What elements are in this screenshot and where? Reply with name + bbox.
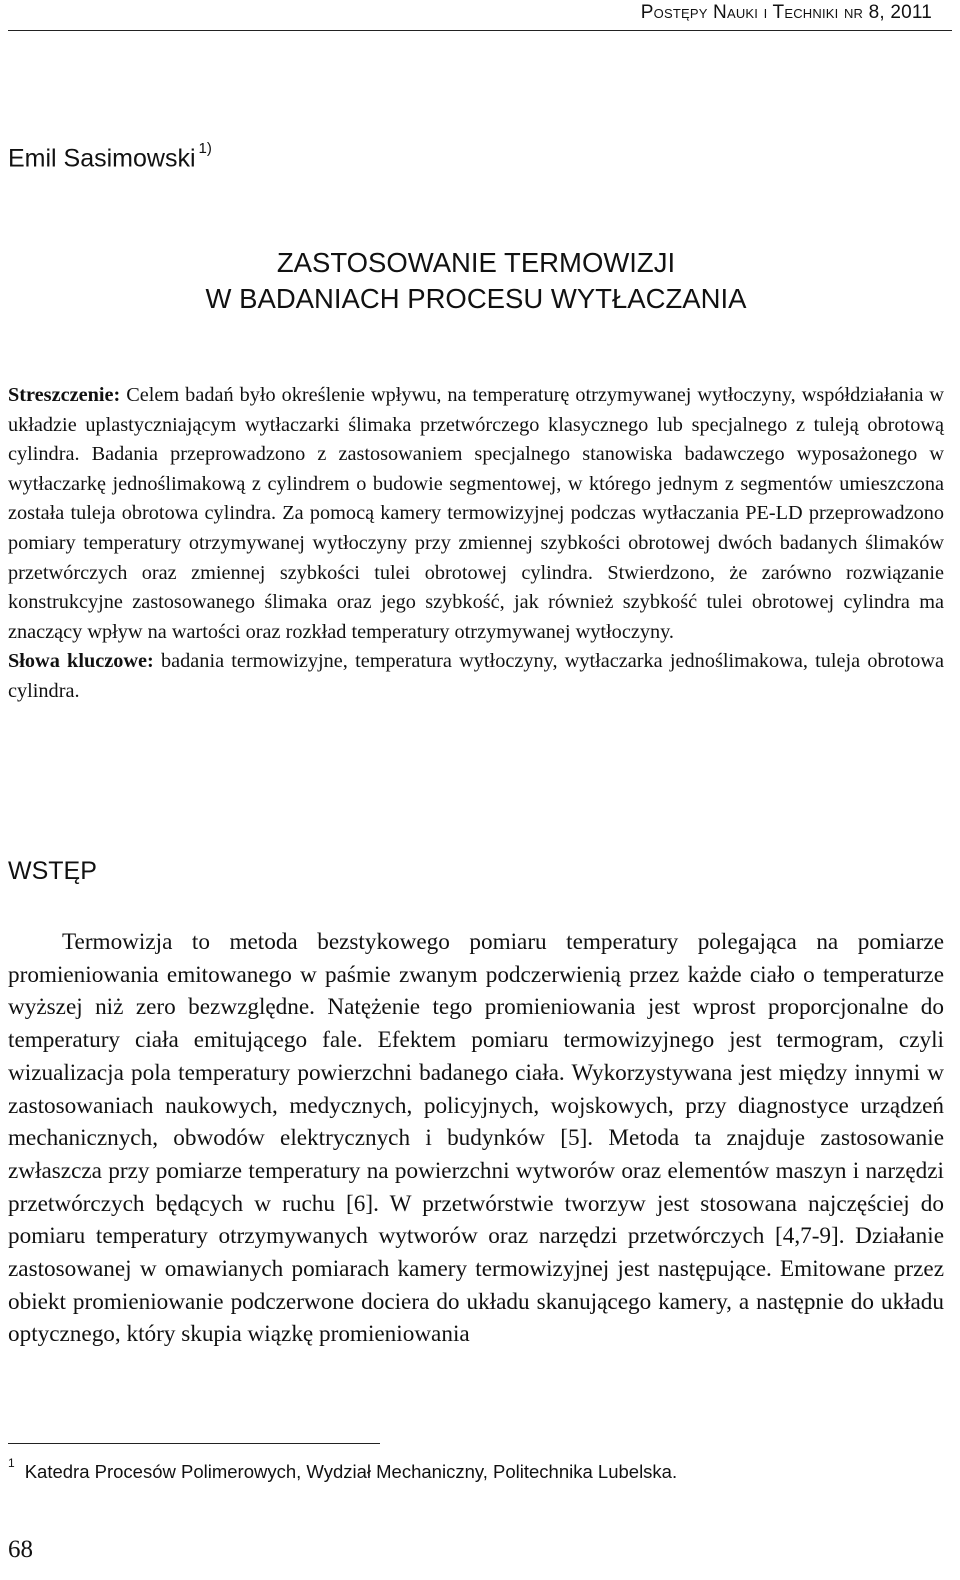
affiliation-mark: 1) (198, 140, 212, 157)
running-header (641, 2, 932, 24)
title-line-1: ZASTOSOWANIE TERMOWIZJI (276, 247, 676, 278)
keywords-text: badania termowizyjne, temperatura wytłoczyny, wytłaczarka jednoślimakowa, tuleja obrotowa cylindra. (8, 650, 944, 702)
footnote (8, 1456, 678, 1483)
title-line-2: W BADANIACH PROCESU WYTŁACZANIA (205, 283, 747, 314)
abstract-label: Streszczenie: (8, 384, 121, 406)
keywords-label: Słowa kluczowe: (8, 650, 154, 673)
body-text (8, 926, 944, 1351)
page-number: 68 (8, 1536, 33, 1563)
section-heading: WSTĘP (8, 857, 97, 885)
journal-name: Postępy Nauki i Techniki nr 8, 2011 (640, 2, 932, 23)
abstract-paragraph (8, 381, 944, 647)
keywords-paragraph (8, 647, 944, 706)
paper-title (0, 245, 952, 317)
body-paragraph: Termowizja to metoda bezstykowego pomiaru temperatury polegająca na pomiarze promieniowania emitowanego w paśmie zwanym podczerwienią przez każde ciało o temperaturze wyższej niż zero bezwzględne. Natężenie tego promieniowania jest wprost proporcjonalne do temperatury ciała emitującego fale. Efektem pomiaru termowizyjnego jest termogram, czyli wizualizacja pola temperatury powierzchni badanego ciała. Wykorzystywana jest między innymi w zastosowaniach naukowych, medycznych, policyjnych, wojskowych, przy diagnostyce urządzeń mechanicznych, obwodów elektrycznych i budynków [5]. Metoda ta znajduje zastosowanie zwłaszcza przy pomiarze temperatury na powierzchni wytworów oraz elementów maszyn i narzędzi przetwórczych będących w ruchu [6]. W przetwórstwie tworzyw jest stosowana najczęściej do pomiaru temperatury otrzymywanych wytworów oraz narzędzi przetwórczych [4,7-9]. Działanie zastosowanej w omawianych pomiarach kamery termowizyjnej jest następujące. Emitowane przez obiekt promieniowanie podczerwone dociera do układu skanującego kamery, a następnie do układu optycznego, który skupia wiązkę promieniowania (8, 929, 944, 1348)
footnote-rule (8, 1443, 380, 1444)
footnote-mark: 1 (8, 1456, 15, 1470)
footnote-text: Katedra Procesów Polimerowych, Wydział Mechaniczny, Politechnika Lubelska. (24, 1461, 678, 1483)
abstract-text: Celem badań było określenie wpływu, na temperaturę otrzymywanej wytłoczyny, współdziałania w układzie uplastyczniającym wytłaczarki ślimaka przetwórczego klasycznego lub specjalnego z tuleją obrotową cylindra. Badania przeprowadzono z zastosowaniem specjalnego stanowiska badawczego wyposażonego w wytłaczarkę jednoślimakową z cylindrem o budowie segmentowej, w którego jednym z segmentów umieszczona została tuleja obrotowa cylindra. Za pomocą kamery termowizyjnej podczas wytłaczania PE-LD przeprowadzono pomiary temperatury otrzymywanej wytłoczyny przy zmiennej szybkości obrotowej dwóch badanych ślimaków przetwórczych oraz zmiennej szybkości tulei obrotowej cylindra. Stwierdzono, że zarówno rozwiązanie konstrukcyjne zastosowanego ślimaka oraz jego szybkość, jak również szybkość tulei obrotowej cylindra ma znaczący wpływ na wartości oraz rozkład temperatury otrzymywanej wytłoczyny. (8, 384, 944, 643)
header-rule (8, 30, 952, 31)
abstract (8, 381, 944, 707)
author-name: Emil Sasimowski (8, 144, 196, 173)
author (8, 140, 212, 173)
